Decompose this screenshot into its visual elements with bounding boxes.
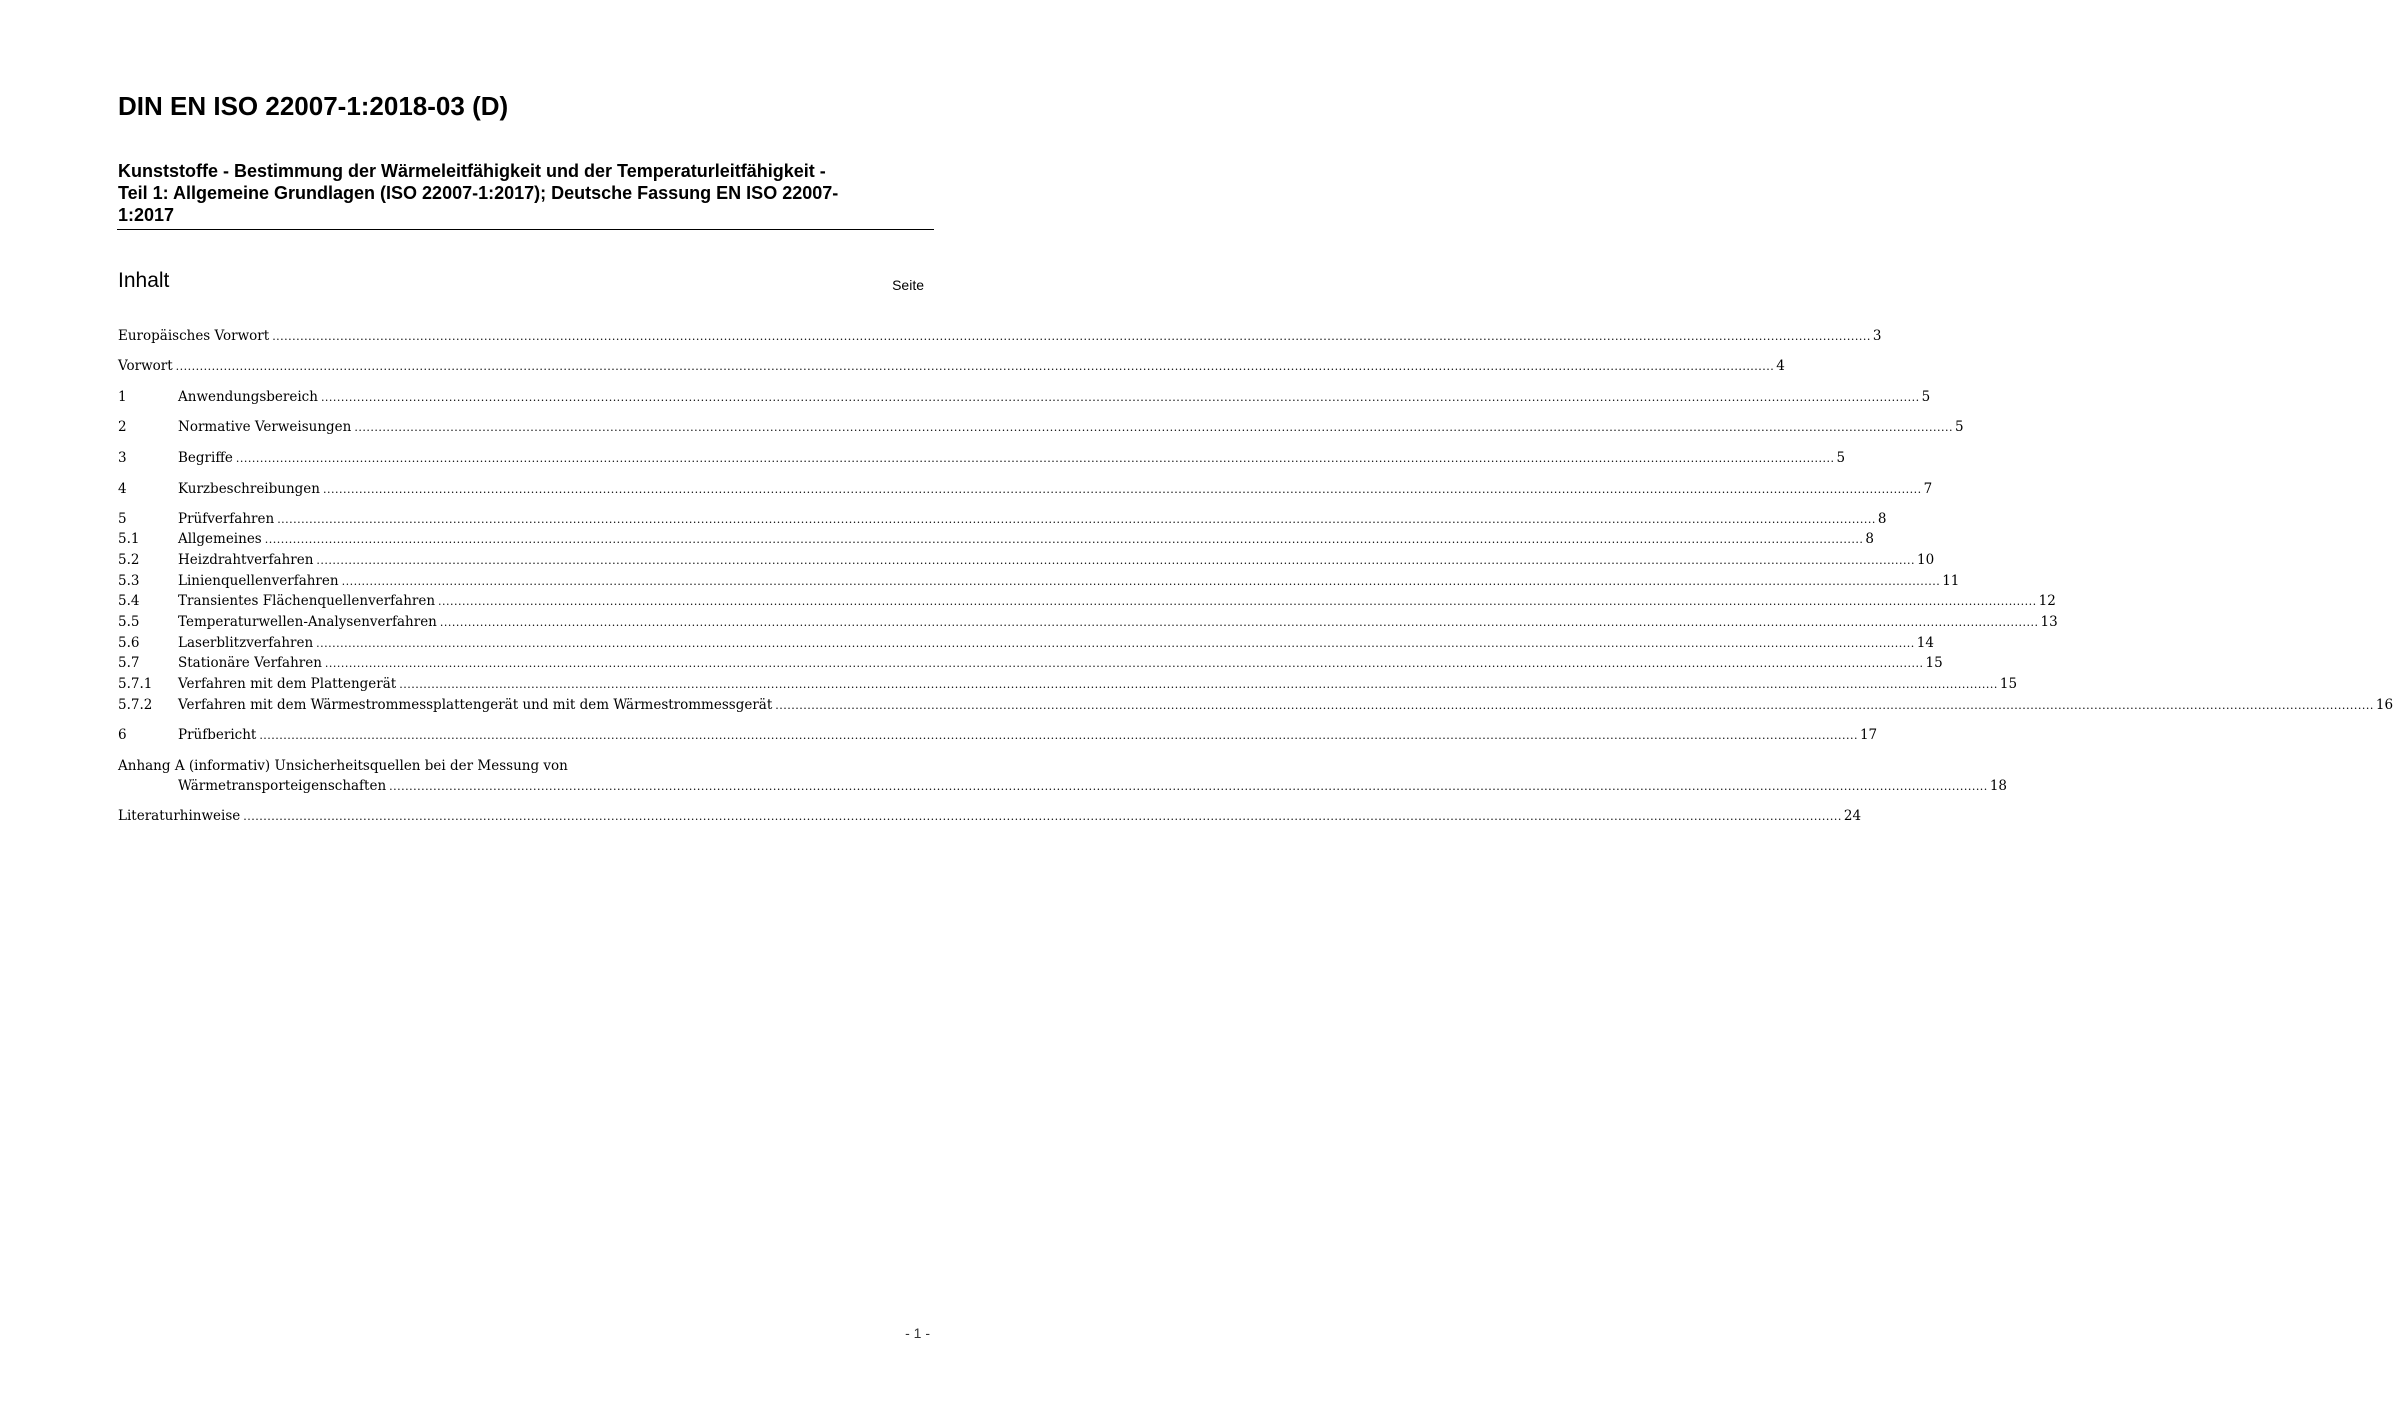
toc-leader-dots: ................................................................................................................................................................................................................................................................................................................................................................................................................ [264, 533, 1864, 546]
toc-entry[interactable] [118, 571, 1960, 591]
toc-entry-number: 5.1 [118, 531, 140, 547]
toc-entry-page: 5 [1921, 389, 1931, 405]
toc-entry-title: Prüfbericht [178, 727, 257, 743]
toc-leader-dots: ................................................................................................................................................................................................................................................................................................................................................................................................................ [277, 513, 1876, 526]
toc-entry-page: 10 [1917, 552, 1935, 568]
toc-entry-page: 13 [2040, 614, 2058, 630]
toc-entry-title-continuation: Wärmetransporteigenschaften [178, 778, 387, 794]
toc-entry[interactable] [118, 674, 2018, 694]
toc-entry-title: Prüfverfahren [178, 511, 275, 527]
toc-entry[interactable] [118, 356, 1785, 376]
toc-entry-title: Allgemeines [178, 531, 262, 547]
toc-entry[interactable] [118, 448, 1846, 468]
toc-entry-page: 24 [1843, 808, 1862, 824]
toc-entry-page: 4 [1776, 358, 1785, 374]
toc-entry-page: 3 [1872, 328, 1882, 344]
toc-leader-dots: ................................................................................................................................................................................................................................................................................................................................................................................................................ [775, 699, 2374, 712]
toc-leader-dots: ................................................................................................................................................................................................................................................................................................................................................................................................................ [322, 483, 1922, 496]
toc-leader-dots: ................................................................................................................................................................................................................................................................................................................................................................................................................ [354, 421, 1953, 434]
toc-leader-dots: ................................................................................................................................................................................................................................................................................................................................................................................................................ [341, 575, 1941, 588]
subtitle-line: 1:2017 [118, 205, 175, 225]
subtitle-line: Kunststoffe - Bestimmung der Wärmeleitfähigkeit und der Temperaturleitfähigkeit - [118, 161, 826, 181]
toc-entry[interactable] [118, 529, 1874, 549]
toc-entry-title: Verfahren mit dem Wärmestrommessplattengerät und mit dem Wärmestrommessgerät [178, 697, 773, 713]
toc-entry-title: Begriffe [178, 450, 233, 466]
toc-entry-title: Transientes Flächenquellenverfahren [178, 593, 436, 609]
toc-entry-title: Stationäre Verfahren [178, 655, 322, 671]
page-column-label: Seite [892, 277, 924, 293]
toc-entry[interactable] [118, 387, 1931, 407]
page-number: - 1 - [905, 1325, 930, 1341]
toc-leader-dots: ................................................................................................................................................................................................................................................................................................................................................................................................................ [320, 391, 1920, 404]
toc-entry[interactable] [118, 695, 2393, 715]
toc-entry-number: 5.3 [118, 573, 140, 589]
toc-entry-number: 3 [118, 450, 127, 466]
toc-entry-title: Temperaturwellen-Analysenverfahren [178, 614, 437, 630]
toc-leader-dots: ................................................................................................................................................................................................................................................................................................................................................................................................................ [235, 452, 1835, 465]
toc-entry-page: 15 [1925, 655, 1943, 671]
toc-entry-number: 5.6 [118, 635, 140, 651]
toc-leader-dots: ................................................................................................................................................................................................................................................................................................................................................................................................................ [272, 330, 1871, 343]
toc-entry-number: 5.2 [118, 552, 140, 568]
title-divider [117, 229, 934, 230]
toc-leader-dots: ................................................................................................................................................................................................................................................................................................................................................................................................................ [389, 780, 1988, 793]
toc-entry[interactable] [118, 806, 1862, 826]
toc-entry[interactable] [118, 509, 1887, 529]
toc-entry[interactable] [118, 633, 1934, 653]
toc-leader-dots: ................................................................................................................................................................................................................................................................................................................................................................................................................ [259, 729, 1858, 742]
toc-entry-number: 5.5 [118, 614, 140, 630]
toc-entry-number: 5.7.2 [118, 697, 153, 713]
toc-entry[interactable] [118, 653, 1943, 673]
toc-entry[interactable] [118, 612, 2058, 632]
toc-leader-dots: ................................................................................................................................................................................................................................................................................................................................................................................................................ [324, 657, 1924, 670]
toc-leader-dots: ................................................................................................................................................................................................................................................................................................................................................................................................................ [175, 360, 1775, 373]
toc-entry-page: 14 [1916, 635, 1934, 651]
toc-entry[interactable] [118, 479, 1933, 499]
toc-entry-title: Linienquellenverfahren [178, 573, 339, 589]
toc-entry-page: 17 [1859, 727, 1878, 743]
toc-entry[interactable] [118, 776, 2007, 796]
toc-entry-title: Literaturhinweise [118, 808, 241, 824]
toc-leader-dots: ................................................................................................................................................................................................................................................................................................................................................................................................................ [316, 554, 1916, 567]
toc-entry-number: 5.7.1 [118, 676, 153, 692]
toc-entry-number: 5.4 [118, 593, 140, 609]
toc-entry-page: 8 [1877, 511, 1887, 527]
toc-entry-number: 2 [118, 419, 127, 435]
toc-entry-page: 16 [2375, 697, 2393, 713]
document-subtitle [118, 160, 933, 226]
toc-entry-page: 7 [1923, 481, 1933, 497]
toc-entry-page: 5 [1836, 450, 1846, 466]
toc-leader-dots: ................................................................................................................................................................................................................................................................................................................................................................................................................ [438, 595, 2037, 608]
toc-entry-number: 4 [118, 481, 127, 497]
toc-entry[interactable] [118, 591, 2056, 611]
toc-entry-page: 8 [1865, 531, 1874, 547]
toc-leader-dots: ................................................................................................................................................................................................................................................................................................................................................................................................................ [316, 637, 1915, 650]
toc-entry-title: Heizdrahtverfahren [178, 552, 314, 568]
toc-entry-page: 18 [1989, 778, 2007, 794]
toc-entry-page: 11 [1942, 573, 1960, 589]
subtitle-line: Teil 1: Allgemeine Grundlagen (ISO 22007-1:2017); Deutsche Fassung EN ISO 22007- [118, 183, 839, 203]
toc-entry-page: 5 [1955, 419, 1964, 435]
toc-entry-title: Kurzbeschreibungen [178, 481, 320, 497]
toc-entry[interactable] [118, 725, 1878, 745]
toc-entry-number: 1 [118, 389, 127, 405]
toc-entry-number: 5 [118, 511, 127, 527]
toc-entry-title: Verfahren mit dem Plattengerät [178, 676, 397, 692]
toc-leader-dots: ................................................................................................................................................................................................................................................................................................................................................................................................................ [399, 678, 1998, 691]
toc-entry-title: Normative Verweisungen [178, 419, 352, 435]
toc-entry-number: 6 [118, 727, 127, 743]
toc-leader-dots: ................................................................................................................................................................................................................................................................................................................................................................................................................ [243, 810, 1842, 823]
toc-entry-title: Europäisches Vorwort [118, 328, 270, 344]
toc-entry-title: Laserblitzverfahren [178, 635, 314, 651]
toc-entry-page: 12 [2038, 593, 2056, 609]
toc-entry-title[interactable]: Anhang A (informativ) Unsicherheitsquellen bei der Messung von [118, 758, 568, 774]
document-title: DIN EN ISO 22007-1:2018-03 (D) [118, 91, 509, 121]
toc-entry-page: 15 [1999, 676, 2018, 692]
toc-leader-dots: ................................................................................................................................................................................................................................................................................................................................................................................................................ [439, 616, 2039, 629]
toc-entry[interactable] [118, 417, 1964, 437]
toc-entry-title: Vorwort [118, 358, 173, 374]
toc-entry[interactable] [118, 326, 1882, 346]
toc-heading: Inhalt [118, 269, 170, 292]
toc-entry-title: Anwendungsbereich [178, 389, 318, 405]
toc-entry[interactable] [118, 550, 1935, 570]
toc-entry-number: 5.7 [118, 655, 140, 671]
